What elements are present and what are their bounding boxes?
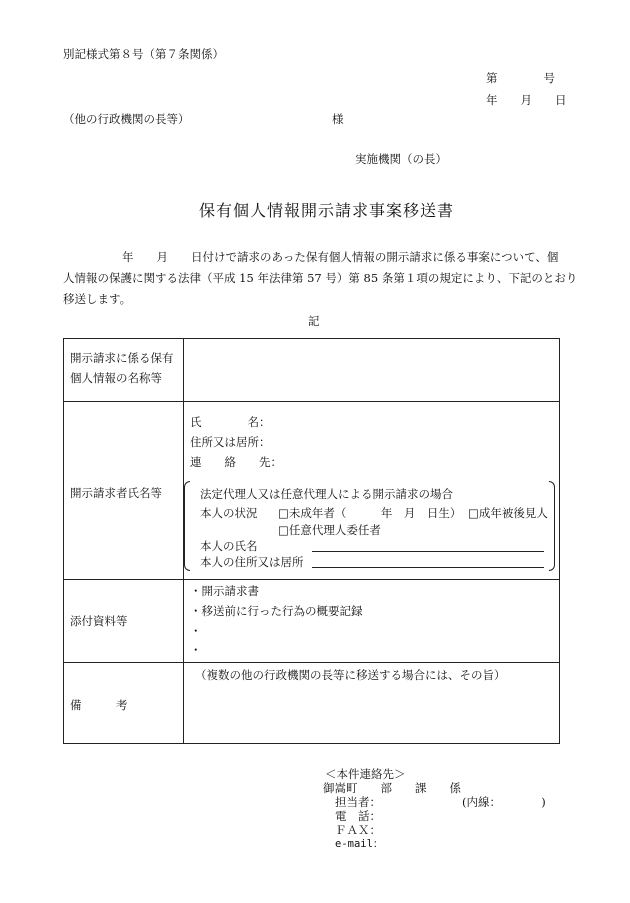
contact-phone: 電 話： xyxy=(335,809,381,823)
principal-address-line[interactable] xyxy=(312,567,544,568)
row-divider-3 xyxy=(64,662,559,663)
row1-label-line2: 個人情報の名称等 xyxy=(70,371,162,385)
sender: 実施機関（の長） xyxy=(355,152,447,166)
principal-name-label: 本人の氏名 xyxy=(200,539,258,553)
attachment-3: ・ xyxy=(190,624,202,638)
row-divider-1 xyxy=(64,401,559,402)
proxy-principal-checkbox[interactable]: □任意代理人委任者 xyxy=(278,523,381,537)
row1-label-line1: 開示請求に係る保有 xyxy=(70,351,174,365)
contact-person: 担当者： xyxy=(335,795,381,809)
adult-ward-checkbox[interactable]: □成年被後見人 xyxy=(468,506,548,520)
ki-mark: 記 xyxy=(308,314,320,328)
row2-label: 開示請求者氏名等 xyxy=(70,486,162,500)
agent-bracket-left xyxy=(184,481,190,571)
minor-checkbox[interactable]: □未成年者（ 年 月 日生） xyxy=(278,506,462,520)
requester-name-label: 氏 名： xyxy=(190,415,271,429)
contact-fax: ＦＡＸ： xyxy=(335,823,381,837)
attachment-1: ・開示請求書 xyxy=(190,584,259,598)
requester-address-label: 住所又は居所： xyxy=(190,435,271,449)
row3-label: 添付資料等 xyxy=(70,614,128,628)
row-divider-2 xyxy=(64,579,559,580)
requester-contact-label: 連 絡 先： xyxy=(190,455,282,469)
contact-heading: ＜本件連絡先＞ xyxy=(325,767,406,781)
form-reference: 別記様式第８号（第７条関係） xyxy=(63,47,224,61)
document-date: 年 月 日 xyxy=(486,93,567,107)
document-title: 保有個人情報開示請求事案移送書 xyxy=(199,201,455,220)
remarks-note: （複数の他の行政機関の長等に移送する場合には、その旨） xyxy=(195,668,506,682)
attachment-2: ・移送前に行った行為の概要記録 xyxy=(190,604,363,618)
row4-label: 備 考 xyxy=(70,698,128,712)
recipient-suffix: 様 xyxy=(332,112,344,126)
document-number: 第 号 xyxy=(486,71,555,85)
principal-name-line[interactable] xyxy=(312,551,544,552)
agent-bracket-right xyxy=(549,481,555,571)
contact-extension: (内線： ) xyxy=(462,795,546,809)
agent-heading: 法定代理人又は任意代理人による開示請求の場合 xyxy=(200,487,453,501)
recipient: （他の行政機関の長等） xyxy=(63,112,190,126)
body-line-3: 移送します。 xyxy=(63,292,132,306)
principal-status-label: 本人の状況 xyxy=(200,506,258,520)
contact-department: 御嵩町 部 課 係 xyxy=(323,781,461,795)
attachment-4: ・ xyxy=(190,643,202,657)
body-line-1: 年 月 日付けで請求のあった保有個人情報の開示請求に係る事案について、個 xyxy=(122,250,559,264)
contact-email: e-mail： xyxy=(335,838,384,850)
transfer-form-table xyxy=(63,338,560,744)
principal-address-label: 本人の住所又は居所 xyxy=(200,555,304,569)
body-line-2: 人情報の保護に関する法律（平成 15 年法律第 57 号）第 85 条第１項の規定により、下記のとおり xyxy=(63,271,578,285)
